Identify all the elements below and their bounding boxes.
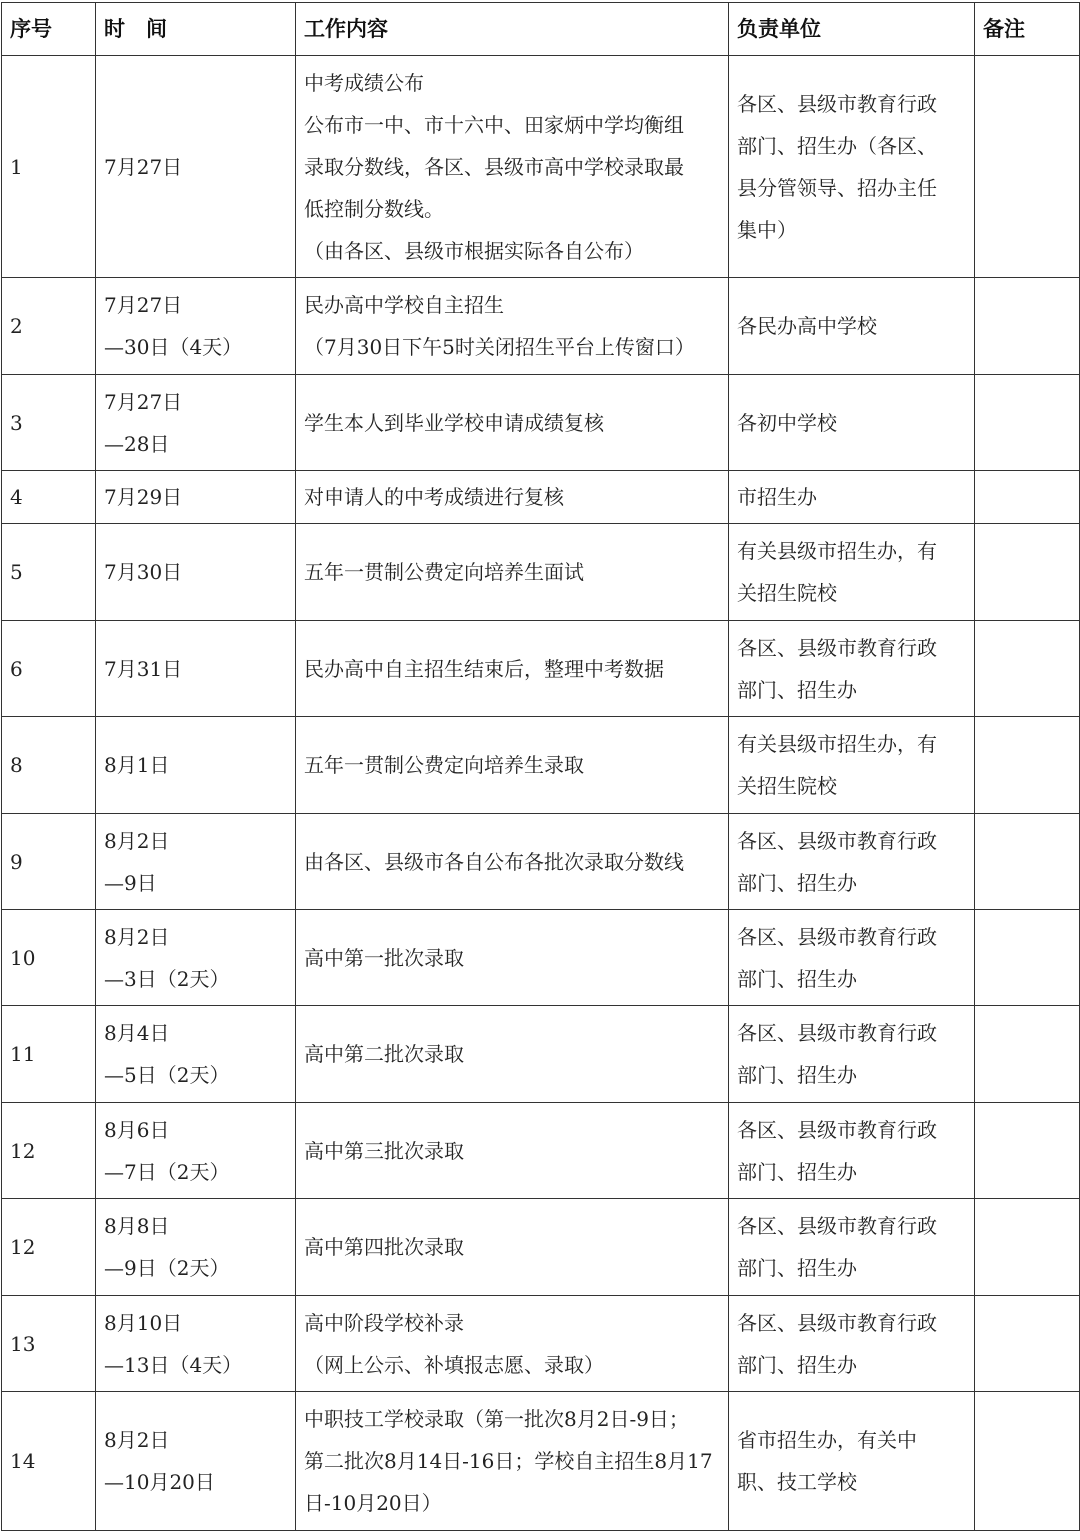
time-line: —28日 bbox=[104, 431, 170, 456]
cell-content bbox=[296, 1103, 729, 1199]
content-line: 中考成绩公布 bbox=[304, 70, 424, 95]
content-line: 高中第三批次录取 bbox=[304, 1138, 464, 1163]
cell-content bbox=[296, 1296, 729, 1392]
table-row bbox=[2, 1103, 1080, 1199]
cell-index bbox=[2, 278, 96, 375]
unit-line: 部门、招生办（各区、 bbox=[737, 133, 937, 158]
header-index: 序号 bbox=[2, 3, 96, 56]
cell-note bbox=[975, 524, 1080, 621]
header-content: 工作内容 bbox=[296, 3, 729, 56]
cell-note bbox=[975, 1006, 1080, 1103]
time-line: —30日（4天） bbox=[104, 335, 243, 359]
table-row bbox=[2, 814, 1080, 910]
cell-time bbox=[96, 814, 296, 910]
time-line: 8月10日 bbox=[104, 1310, 183, 1335]
cell-index bbox=[2, 717, 96, 814]
time-line: 7月30日 bbox=[104, 560, 183, 584]
cell-note bbox=[975, 471, 1080, 524]
index-text: 10 bbox=[10, 945, 36, 970]
cell-index bbox=[2, 814, 96, 910]
index-text: 1 bbox=[10, 154, 23, 179]
cell-content bbox=[296, 1006, 729, 1103]
time-line: 8月1日 bbox=[104, 753, 170, 777]
time-line: —9日（2天） bbox=[104, 1256, 230, 1280]
cell-content bbox=[296, 471, 729, 524]
cell-unit bbox=[729, 56, 975, 278]
cell-unit bbox=[729, 1392, 975, 1531]
cell-time bbox=[96, 56, 296, 278]
cell-index bbox=[2, 471, 96, 524]
cell-note bbox=[975, 717, 1080, 814]
content-line: （网上公示、补填报志愿、录取） bbox=[304, 1352, 604, 1377]
cell-time bbox=[96, 1103, 296, 1199]
unit-line: 关招生院校 bbox=[737, 774, 837, 798]
cell-note bbox=[975, 56, 1080, 278]
unit-line: 县分管领导、招办主任 bbox=[737, 175, 937, 200]
cell-unit bbox=[729, 375, 975, 471]
time-line: —7日（2天） bbox=[104, 1159, 230, 1184]
cell-unit bbox=[729, 471, 975, 524]
cell-note bbox=[975, 375, 1080, 471]
time-line: —5日（2天） bbox=[104, 1063, 230, 1087]
unit-line: 部门、招生办 bbox=[737, 1063, 857, 1087]
content-line: 日-10月20日） bbox=[304, 1491, 442, 1515]
cell-time bbox=[96, 1199, 296, 1296]
time-line: 8月2日 bbox=[104, 924, 170, 949]
unit-line: 职、技工学校 bbox=[737, 1470, 857, 1494]
unit-line: 部门、招生办 bbox=[737, 966, 857, 991]
time-line: 7月27日 bbox=[104, 293, 183, 317]
cell-time bbox=[96, 910, 296, 1006]
time-line: 7月31日 bbox=[104, 656, 183, 681]
cell-note bbox=[975, 910, 1080, 1006]
unit-line: 有关县级市招生办，有 bbox=[737, 732, 937, 756]
unit-line: 各民办高中学校 bbox=[737, 314, 877, 338]
unit-line: 各区、县级市教育行政 bbox=[737, 924, 937, 949]
header-unit: 负责单位 bbox=[729, 3, 975, 56]
cell-content bbox=[296, 1392, 729, 1531]
cell-unit bbox=[729, 278, 975, 375]
cell-unit bbox=[729, 1103, 975, 1199]
cell-time bbox=[96, 471, 296, 524]
cell-index bbox=[2, 1296, 96, 1392]
unit-line: 各区、县级市教育行政 bbox=[737, 1117, 937, 1142]
cell-note bbox=[975, 1296, 1080, 1392]
cell-time bbox=[96, 524, 296, 621]
cell-index bbox=[2, 1392, 96, 1531]
content-line: 民办高中自主招生结束后，整理中考数据 bbox=[304, 656, 664, 681]
table-row bbox=[2, 56, 1080, 278]
table-body bbox=[2, 56, 1080, 1531]
header-time: 时 间 bbox=[96, 3, 296, 56]
cell-unit bbox=[729, 524, 975, 621]
cell-index bbox=[2, 56, 96, 278]
cell-time bbox=[96, 621, 296, 717]
content-line: 录取分数线，各区、县级市高中学校录取最 bbox=[304, 154, 684, 179]
cell-unit bbox=[729, 1006, 975, 1103]
content-line: 五年一贯制公费定向培养生录取 bbox=[304, 753, 584, 777]
content-line: 第二批次8月14日-16日；学校自主招生8月17 bbox=[304, 1449, 713, 1473]
cell-time bbox=[96, 278, 296, 375]
time-line: 8月2日 bbox=[104, 1428, 170, 1452]
cell-time bbox=[96, 717, 296, 814]
time-line: 7月29日 bbox=[104, 485, 183, 509]
cell-content bbox=[296, 717, 729, 814]
content-line: 高中阶段学校补录 bbox=[304, 1310, 464, 1335]
content-line: （7月30日下午5时关闭招生平台上传窗口） bbox=[304, 335, 695, 359]
content-line: 中职技工学校录取（第一批次8月2日-9日； bbox=[304, 1407, 689, 1431]
time-line: 7月27日 bbox=[104, 154, 183, 179]
index-text: 2 bbox=[10, 314, 23, 338]
content-line: 五年一贯制公费定向培养生面试 bbox=[304, 560, 584, 584]
content-line: 对申请人的中考成绩进行复核 bbox=[304, 485, 564, 509]
content-line: 民办高中学校自主招生 bbox=[304, 293, 504, 317]
unit-line: 各区、县级市教育行政 bbox=[737, 1214, 937, 1238]
header-note: 备注 bbox=[975, 3, 1080, 56]
cell-time bbox=[96, 375, 296, 471]
time-line: —10月20日 bbox=[104, 1470, 215, 1494]
unit-line: 部门、招生办 bbox=[737, 870, 857, 895]
time-line: —13日（4天） bbox=[104, 1352, 243, 1377]
unit-line: 部门、招生办 bbox=[737, 677, 857, 702]
index-text: 3 bbox=[10, 410, 23, 435]
content-line: （由各区、县级市根据实际各自公布） bbox=[304, 238, 644, 263]
unit-line: 关招生院校 bbox=[737, 581, 837, 605]
cell-index bbox=[2, 1199, 96, 1296]
time-line: —3日（2天） bbox=[104, 966, 230, 991]
table-row bbox=[2, 1296, 1080, 1392]
schedule-table bbox=[1, 2, 1080, 1531]
table-row bbox=[2, 471, 1080, 524]
unit-line: 各区、县级市教育行政 bbox=[737, 828, 937, 853]
table-row bbox=[2, 1392, 1080, 1531]
index-text: 4 bbox=[10, 485, 23, 509]
cell-content bbox=[296, 56, 729, 278]
cell-content bbox=[296, 524, 729, 621]
time-line: —9日 bbox=[104, 870, 157, 895]
table-row bbox=[2, 717, 1080, 814]
unit-line: 省市招生办，有关中 bbox=[737, 1428, 917, 1452]
cell-note bbox=[975, 1199, 1080, 1296]
cell-unit bbox=[729, 717, 975, 814]
cell-time bbox=[96, 1006, 296, 1103]
unit-line: 集中） bbox=[737, 217, 797, 242]
table-row bbox=[2, 1006, 1080, 1103]
cell-index bbox=[2, 1103, 96, 1199]
unit-line: 各区、县级市教育行政 bbox=[737, 1021, 937, 1045]
content-line: 低控制分数线。 bbox=[304, 196, 444, 221]
cell-unit bbox=[729, 814, 975, 910]
time-line: 7月27日 bbox=[104, 389, 183, 414]
unit-line: 各区、县级市教育行政 bbox=[737, 91, 937, 116]
index-text: 9 bbox=[10, 849, 23, 874]
cell-index bbox=[2, 910, 96, 1006]
cell-time bbox=[96, 1296, 296, 1392]
table-row bbox=[2, 1199, 1080, 1296]
cell-content bbox=[296, 621, 729, 717]
table-row bbox=[2, 278, 1080, 375]
unit-line: 各区、县级市教育行政 bbox=[737, 1310, 937, 1335]
cell-note bbox=[975, 621, 1080, 717]
index-text: 5 bbox=[10, 560, 23, 584]
cell-note bbox=[975, 814, 1080, 910]
cell-content bbox=[296, 910, 729, 1006]
cell-note bbox=[975, 278, 1080, 375]
unit-line: 市招生办 bbox=[737, 485, 817, 509]
time-line: 8月8日 bbox=[104, 1214, 170, 1238]
cell-index bbox=[2, 621, 96, 717]
unit-line: 部门、招生办 bbox=[737, 1159, 857, 1184]
index-text: 12 bbox=[10, 1138, 36, 1163]
cell-content bbox=[296, 375, 729, 471]
index-text: 6 bbox=[10, 656, 23, 681]
table-row bbox=[2, 524, 1080, 621]
table-row bbox=[2, 910, 1080, 1006]
cell-content bbox=[296, 1199, 729, 1296]
cell-content bbox=[296, 814, 729, 910]
cell-unit bbox=[729, 1296, 975, 1392]
cell-time bbox=[96, 1392, 296, 1531]
content-line: 高中第二批次录取 bbox=[304, 1042, 464, 1066]
index-text: 13 bbox=[10, 1331, 36, 1356]
time-line: 8月6日 bbox=[104, 1117, 170, 1142]
content-line: 学生本人到毕业学校申请成绩复核 bbox=[304, 410, 604, 435]
index-text: 11 bbox=[10, 1042, 36, 1066]
table-row bbox=[2, 375, 1080, 471]
unit-line: 有关县级市招生办，有 bbox=[737, 539, 937, 563]
unit-line: 各区、县级市教育行政 bbox=[737, 635, 937, 660]
cell-index bbox=[2, 1006, 96, 1103]
table-row bbox=[2, 621, 1080, 717]
cell-unit bbox=[729, 910, 975, 1006]
content-line: 高中第四批次录取 bbox=[304, 1235, 464, 1259]
content-line: 由各区、县级市各自公布各批次录取分数线 bbox=[304, 849, 684, 874]
cell-note bbox=[975, 1392, 1080, 1531]
cell-note bbox=[975, 1103, 1080, 1199]
table-header-row bbox=[2, 3, 1080, 56]
index-text: 12 bbox=[10, 1235, 36, 1259]
cell-unit bbox=[729, 621, 975, 717]
index-text: 8 bbox=[10, 753, 23, 777]
time-line: 8月4日 bbox=[104, 1021, 170, 1045]
index-text: 14 bbox=[10, 1449, 36, 1473]
time-line: 8月2日 bbox=[104, 828, 170, 853]
cell-content bbox=[296, 278, 729, 375]
cell-unit bbox=[729, 1199, 975, 1296]
content-line: 公布市一中、市十六中、田家炳中学均衡组 bbox=[304, 112, 684, 137]
cell-index bbox=[2, 524, 96, 621]
unit-line: 部门、招生办 bbox=[737, 1256, 857, 1280]
content-line: 高中第一批次录取 bbox=[304, 945, 464, 970]
cell-index bbox=[2, 375, 96, 471]
unit-line: 部门、招生办 bbox=[737, 1352, 857, 1377]
unit-line: 各初中学校 bbox=[737, 410, 837, 435]
